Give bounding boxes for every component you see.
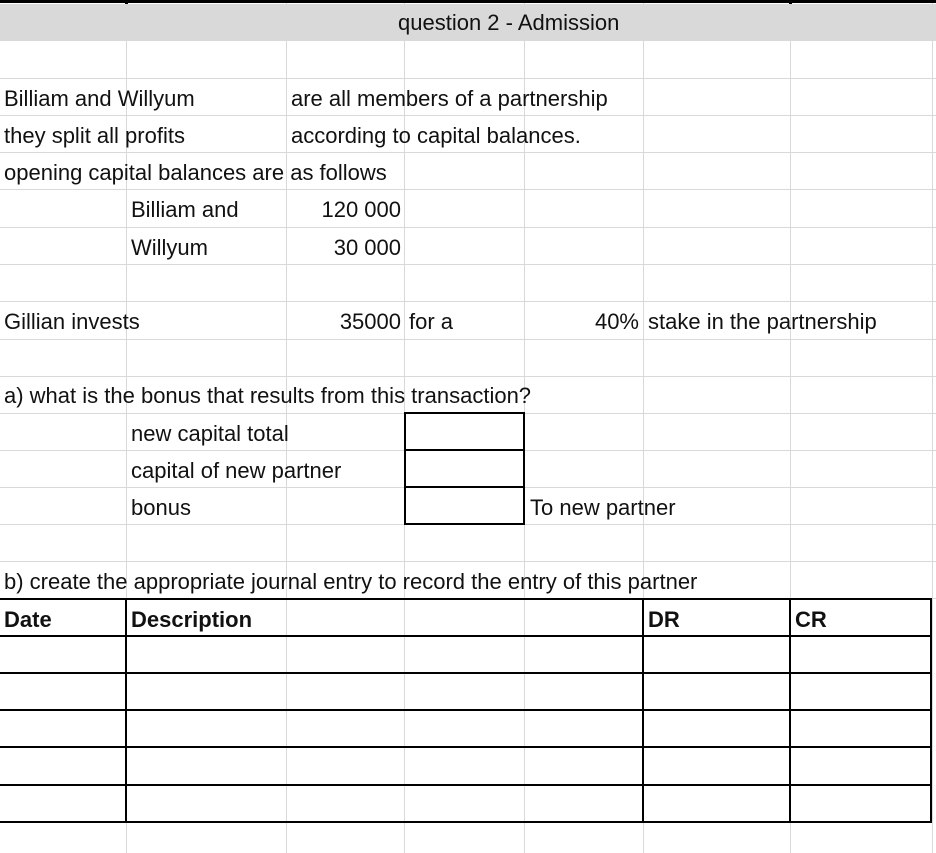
journal-header-dr[interactable]: DR [648, 607, 680, 632]
members-text[interactable]: are all members of a partnership [291, 86, 608, 111]
journal-border [125, 598, 127, 823]
gridline [932, 0, 933, 853]
investment-amount[interactable]: 35000 [339, 309, 401, 334]
journal-border [0, 821, 932, 823]
journal-border [789, 598, 791, 823]
journal-border [0, 746, 932, 748]
opening-text[interactable]: opening capital balances are as follows [4, 160, 387, 185]
journal-header-description[interactable]: Description [131, 607, 253, 632]
investment-percent[interactable]: 40% [594, 309, 639, 334]
page-title: question 2 - Admission [398, 10, 620, 35]
investment-label[interactable]: Gillian invests [4, 309, 140, 334]
top-border [0, 0, 936, 3]
according-text[interactable]: according to capital balances. [291, 123, 581, 148]
journal-border [0, 635, 932, 637]
journal-border [930, 598, 932, 823]
gridline [0, 376, 936, 377]
journal-border [0, 672, 932, 674]
journal-border [642, 598, 644, 823]
gridline [0, 189, 936, 190]
gridline [0, 561, 936, 562]
part-a-label-capital-of-new-partner[interactable]: capital of new partner [131, 458, 342, 483]
balance-amount[interactable]: 30 000 [333, 235, 401, 260]
answer-cell-bonus[interactable] [404, 486, 525, 525]
investment-for-text[interactable]: for a [409, 309, 454, 334]
gridline [0, 78, 936, 79]
partners-text[interactable]: Billiam and Willyum [4, 86, 195, 111]
balance-name[interactable]: Billiam and [131, 197, 239, 222]
part-a-label-new-capital-total[interactable]: new capital total [131, 421, 289, 446]
journal-header-cr[interactable]: CR [795, 607, 827, 632]
bonus-note[interactable]: To new partner [530, 495, 676, 520]
gridline [0, 152, 936, 153]
part-b-question[interactable]: b) create the appropriate journal entry to record the entry of this partner [4, 569, 698, 594]
answer-cell-capital-of-new-partner[interactable] [404, 449, 525, 488]
journal-border [0, 598, 932, 600]
gridline [0, 227, 936, 228]
gridline [0, 301, 936, 302]
split-text[interactable]: they split all profits [4, 123, 185, 148]
gridline [0, 264, 936, 265]
part-a-question[interactable]: a) what is the bonus that results from this transaction? [4, 383, 532, 408]
journal-header-date[interactable]: Date [4, 607, 52, 632]
column-tick [789, 0, 792, 4]
investment-stake-text[interactable]: stake in the partnership [648, 309, 877, 334]
journal-border [0, 784, 932, 786]
balance-amount[interactable]: 120 000 [321, 197, 401, 222]
balance-name[interactable]: Willyum [131, 235, 208, 260]
answer-cell-new-capital-total[interactable] [404, 412, 525, 451]
gridline [0, 115, 936, 116]
journal-border [0, 709, 932, 711]
column-tick [125, 0, 128, 4]
part-a-label-bonus[interactable]: bonus [131, 495, 191, 520]
gridline [0, 339, 936, 340]
